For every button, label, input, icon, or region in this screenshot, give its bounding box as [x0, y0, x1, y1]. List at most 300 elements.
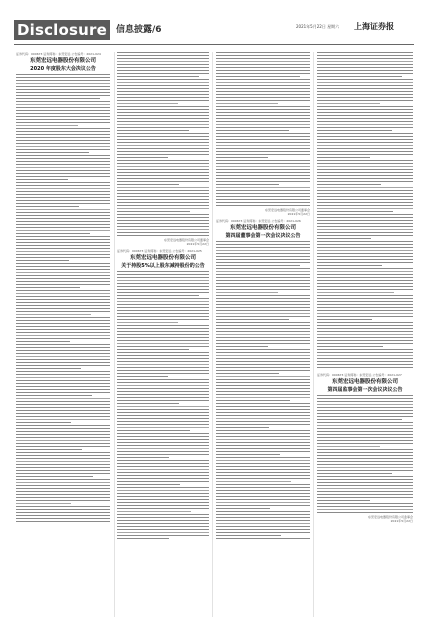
text-line: [117, 172, 209, 173]
text-line: [216, 130, 289, 131]
text-line: [117, 343, 209, 344]
text-line: [16, 518, 110, 519]
text-line: [16, 305, 110, 306]
text-line: [16, 77, 110, 78]
text-line: [117, 283, 209, 284]
text-line: [117, 415, 209, 416]
text-line: [16, 74, 110, 75]
text-line: [216, 61, 310, 62]
text-line: [317, 440, 413, 441]
text-line: [117, 424, 209, 425]
text-line: [317, 211, 393, 212]
text-line: [16, 176, 110, 177]
text-line: [117, 109, 209, 110]
text-line: [216, 187, 310, 188]
text-line: [16, 488, 110, 489]
notice-company: 东莞宏远电器股份有限公司: [129, 255, 196, 261]
text-line: [16, 407, 110, 408]
text-line: [216, 343, 310, 344]
text-line: [216, 124, 310, 125]
text-line: [16, 380, 110, 381]
text-line: [317, 52, 413, 53]
text-line: [216, 436, 310, 437]
text-line: [117, 421, 209, 422]
text-line: [117, 280, 209, 281]
text-line: [216, 151, 310, 152]
text-line: [16, 149, 110, 150]
text-line: [117, 382, 209, 383]
text-line: [16, 146, 110, 147]
text-line: [117, 97, 209, 98]
text-line: [117, 322, 178, 323]
text-line: [216, 202, 310, 203]
text-line: [117, 304, 209, 305]
text-line: [16, 329, 110, 330]
text-line: [317, 313, 413, 314]
text-line: [16, 344, 110, 345]
text-line: [216, 55, 310, 56]
text-line: [317, 181, 413, 182]
text-line: [16, 419, 110, 420]
text-line: [317, 139, 413, 140]
text-line: [117, 76, 199, 77]
text-line: [117, 436, 209, 437]
text-line: [216, 358, 310, 359]
text-line: [117, 316, 209, 317]
text-line: [216, 271, 310, 272]
text-line: [117, 328, 209, 329]
text-line: [317, 235, 413, 236]
text-line: [117, 79, 209, 80]
newspaper-name: 上海证券报: [354, 21, 394, 31]
text-line: [216, 421, 310, 422]
text-line: [317, 124, 413, 125]
text-line: [117, 235, 209, 236]
text-line: [317, 256, 413, 257]
text-line: [117, 286, 209, 287]
text-line: [216, 445, 310, 446]
text-line: [117, 118, 209, 119]
text-line: [117, 166, 209, 167]
text-line: [216, 115, 310, 116]
text-line: [216, 121, 310, 122]
text-line: [317, 307, 413, 308]
text-line: [216, 244, 310, 245]
text-line: [16, 179, 68, 180]
text-line: [216, 490, 310, 491]
text-line: [317, 55, 413, 56]
text-line: [317, 331, 413, 332]
text-line: [216, 112, 310, 113]
text-line: [216, 469, 310, 470]
text-line: [16, 155, 110, 156]
text-line: [216, 340, 310, 341]
text-line: [16, 221, 110, 222]
text-line: [216, 409, 310, 410]
notice-title: 第四届监事会第一次会议决议公告: [327, 387, 403, 393]
text-line: [117, 460, 209, 461]
text-line: [317, 274, 413, 275]
text-line: [317, 214, 413, 215]
text-line: [16, 320, 110, 321]
text-line: [16, 503, 71, 504]
text-line: [117, 106, 209, 107]
text-line: [117, 490, 209, 491]
column-2: [117, 52, 209, 617]
notice-code-row: 证券代码：000673 证券简称：东莞宏远 公告编号：2021-024: [16, 52, 101, 56]
text-line: [317, 401, 413, 402]
text-line: [16, 311, 110, 312]
text-line: [317, 223, 413, 224]
text-line: [16, 293, 110, 294]
text-line: [317, 70, 413, 71]
text-line: [216, 346, 268, 347]
text-line: [216, 52, 310, 53]
text-line: [117, 346, 209, 347]
text-line: [216, 91, 310, 92]
column-1: [16, 52, 110, 617]
text-line: [216, 106, 310, 107]
text-line: [117, 124, 209, 125]
text-line: [16, 485, 110, 486]
text-line: [317, 79, 413, 80]
text-line: [317, 226, 413, 227]
text-line: [216, 502, 310, 503]
text-line: [16, 245, 110, 246]
column-divider: [313, 52, 314, 617]
text-line: [216, 388, 310, 389]
text-line: [16, 113, 110, 114]
text-line: [117, 511, 191, 512]
text-line: [317, 133, 413, 134]
text-line: [216, 154, 310, 155]
text-line: [16, 86, 110, 87]
text-line: [317, 109, 413, 110]
text-line: [317, 253, 413, 254]
text-line: [317, 512, 413, 513]
text-line: [16, 89, 110, 90]
text-line: [117, 121, 209, 122]
text-line: [317, 310, 413, 311]
text-line: [216, 241, 310, 242]
text-line: [16, 464, 110, 465]
text-line: [216, 277, 310, 278]
text-line: [16, 104, 110, 105]
text-line: [216, 163, 310, 164]
text-line: [16, 164, 110, 165]
text-line: [16, 236, 110, 237]
text-line: [117, 481, 209, 482]
text-line: [216, 205, 310, 206]
text-line: [117, 430, 190, 431]
text-line: [16, 449, 82, 450]
text-line: [317, 127, 413, 128]
text-line: [16, 101, 110, 102]
text-line: [16, 182, 110, 183]
text-line: [117, 367, 209, 368]
text-line: [317, 301, 413, 302]
text-line: [117, 379, 209, 380]
text-line: [16, 386, 110, 387]
text-line: [117, 298, 209, 299]
text-line: [216, 307, 310, 308]
text-line: [16, 371, 110, 372]
text-line: [16, 188, 110, 189]
text-line: [16, 98, 100, 99]
text-line: [117, 412, 209, 413]
text-line: [117, 310, 209, 311]
text-line: [216, 418, 310, 419]
text-line: [117, 229, 209, 230]
text-line: [216, 520, 310, 521]
text-line: [216, 532, 310, 533]
text-line: [117, 358, 209, 359]
text-line: [216, 100, 310, 101]
text-line: [317, 298, 413, 299]
text-line: [317, 121, 413, 122]
text-line: [216, 412, 310, 413]
text-line: [216, 529, 310, 530]
text-line: [16, 95, 110, 96]
text-line: [16, 497, 110, 498]
text-line: [16, 410, 110, 411]
text-line: [16, 326, 110, 327]
text-line: [117, 184, 179, 185]
text-line: [117, 337, 209, 338]
text-line: [216, 259, 310, 260]
text-line: [216, 367, 310, 368]
text-line: [317, 328, 413, 329]
text-line: [117, 148, 209, 149]
text-line: [216, 394, 310, 395]
text-line: [317, 443, 413, 444]
text-line: [317, 506, 413, 507]
column-divider: [212, 52, 213, 617]
text-line: [216, 382, 310, 383]
text-line: [216, 64, 310, 65]
text-line: [216, 511, 310, 512]
text-line: [216, 385, 310, 386]
text-line: [317, 73, 413, 74]
text-line: [216, 538, 310, 539]
text-line: [216, 280, 310, 281]
text-line: [317, 244, 413, 245]
text-line: [117, 478, 209, 479]
text-line: [216, 484, 310, 485]
text-line: [16, 251, 110, 252]
text-line: [317, 425, 413, 426]
text-line: [117, 145, 209, 146]
text-line: [216, 478, 310, 479]
text-line: [216, 97, 310, 98]
text-line: [16, 287, 80, 288]
text-line: [216, 196, 310, 197]
text-line: [317, 503, 413, 504]
text-line: [317, 419, 402, 420]
text-line: [317, 88, 413, 89]
text-line: [16, 218, 110, 219]
text-line: [117, 406, 209, 407]
text-line: [117, 475, 209, 476]
text-line: [317, 364, 413, 365]
text-line: [117, 520, 209, 521]
text-line: [216, 142, 310, 143]
text-line: [16, 362, 110, 363]
text-line: [216, 118, 310, 119]
text-line: [117, 463, 209, 464]
text-line: [317, 485, 413, 486]
text-line: [117, 205, 209, 206]
text-line: [16, 275, 110, 276]
notice-code-row: 证券代码：000673 证券简称：东莞宏远 公告编号：2021-026: [216, 219, 301, 223]
text-line: [16, 308, 110, 309]
signature-board: 东莞宏远电器股份有限公司董事会: [264, 208, 310, 212]
text-line: [16, 428, 110, 429]
text-line: [216, 508, 270, 509]
text-line: [317, 265, 382, 266]
text-line: [16, 260, 69, 261]
text-line: [216, 517, 310, 518]
text-line: [16, 479, 110, 480]
text-line: [317, 334, 413, 335]
text-line: [216, 58, 310, 59]
text-line: [317, 184, 381, 185]
text-line: [216, 256, 310, 257]
text-line: [117, 64, 209, 65]
text-line: [317, 67, 413, 68]
text-line: [317, 283, 413, 284]
text-line: [317, 229, 413, 230]
text-line: [317, 316, 413, 317]
text-line: [117, 388, 209, 389]
text-line: [117, 529, 209, 530]
text-line: [117, 214, 209, 215]
text-line: [216, 361, 310, 362]
text-line: [216, 322, 310, 323]
text-line: [216, 82, 310, 83]
text-line: [16, 389, 110, 390]
text-line: [16, 170, 110, 171]
text-line: [16, 296, 110, 297]
text-line: [216, 523, 310, 524]
text-line: [16, 215, 110, 216]
text-line: [317, 91, 413, 92]
text-line: [117, 292, 209, 293]
text-line: [216, 400, 290, 401]
text-line: [317, 238, 371, 239]
text-line: [16, 269, 110, 270]
text-line: [16, 158, 110, 159]
text-line: [317, 145, 413, 146]
text-line: [117, 70, 209, 71]
notice-code-row: 证券代码：000673 证券简称：东莞宏远 公告编号：2021-025: [117, 249, 202, 253]
text-line: [216, 298, 310, 299]
text-line: [117, 493, 209, 494]
text-line: [16, 272, 110, 273]
text-line: [216, 331, 310, 332]
text-line: [16, 230, 110, 231]
text-line: [16, 203, 110, 204]
text-line: [317, 157, 370, 158]
text-line: [117, 433, 209, 434]
text-line: [117, 112, 209, 113]
text-line: [16, 242, 110, 243]
text-line: [317, 322, 413, 323]
text-line: [16, 254, 110, 255]
text-line: [216, 253, 310, 254]
text-line: [317, 395, 413, 396]
notice-code-row: 证券代码：000673 证券简称：东莞宏远 公告编号：2021-027: [317, 373, 402, 377]
text-line: [216, 295, 310, 296]
text-line: [16, 212, 110, 213]
text-line: [317, 446, 380, 447]
text-line: [317, 500, 370, 501]
text-line: [216, 67, 310, 68]
text-line: [216, 175, 310, 176]
text-line: [117, 370, 209, 371]
text-line: [117, 331, 209, 332]
text-line: [117, 94, 209, 95]
text-line: [117, 451, 209, 452]
text-line: [16, 116, 110, 117]
text-line: [216, 199, 310, 200]
text-line: [16, 470, 110, 471]
text-line: [216, 316, 310, 317]
text-line: [117, 532, 209, 533]
text-line: [216, 391, 310, 392]
text-line: [317, 103, 380, 104]
text-line: [317, 509, 413, 510]
text-line: [16, 302, 110, 303]
text-line: [317, 413, 413, 414]
text-line: [16, 110, 110, 111]
text-line: [117, 175, 209, 176]
text-line: [117, 526, 209, 527]
text-line: [317, 115, 413, 116]
text-line: [317, 76, 402, 77]
text-line: [216, 265, 300, 266]
column-3: [216, 52, 310, 617]
text-line: [317, 64, 413, 65]
text-line: [16, 338, 110, 339]
text-line: [317, 367, 413, 368]
text-line: [117, 289, 209, 290]
text-line: [317, 410, 413, 411]
text-line: [117, 496, 209, 497]
text-line: [16, 185, 110, 186]
text-line: [317, 199, 413, 200]
signature-date: 2021年5月22日: [390, 519, 413, 523]
text-line: [317, 268, 413, 269]
text-line: [216, 379, 310, 380]
text-line: [117, 307, 209, 308]
text-line: [317, 292, 394, 293]
text-line: [317, 476, 413, 477]
text-line: [16, 368, 81, 369]
text-line: [16, 323, 110, 324]
text-line: [16, 125, 78, 126]
text-line: [216, 337, 310, 338]
text-line: [317, 196, 413, 197]
text-line: [216, 535, 281, 536]
issue-date: 2021年5月22日 星期六: [296, 24, 340, 29]
text-line: [216, 433, 310, 434]
text-line: [16, 140, 110, 141]
text-line: [317, 190, 413, 191]
text-line: [317, 464, 413, 465]
text-line: [216, 376, 310, 377]
text-line: [317, 295, 413, 296]
